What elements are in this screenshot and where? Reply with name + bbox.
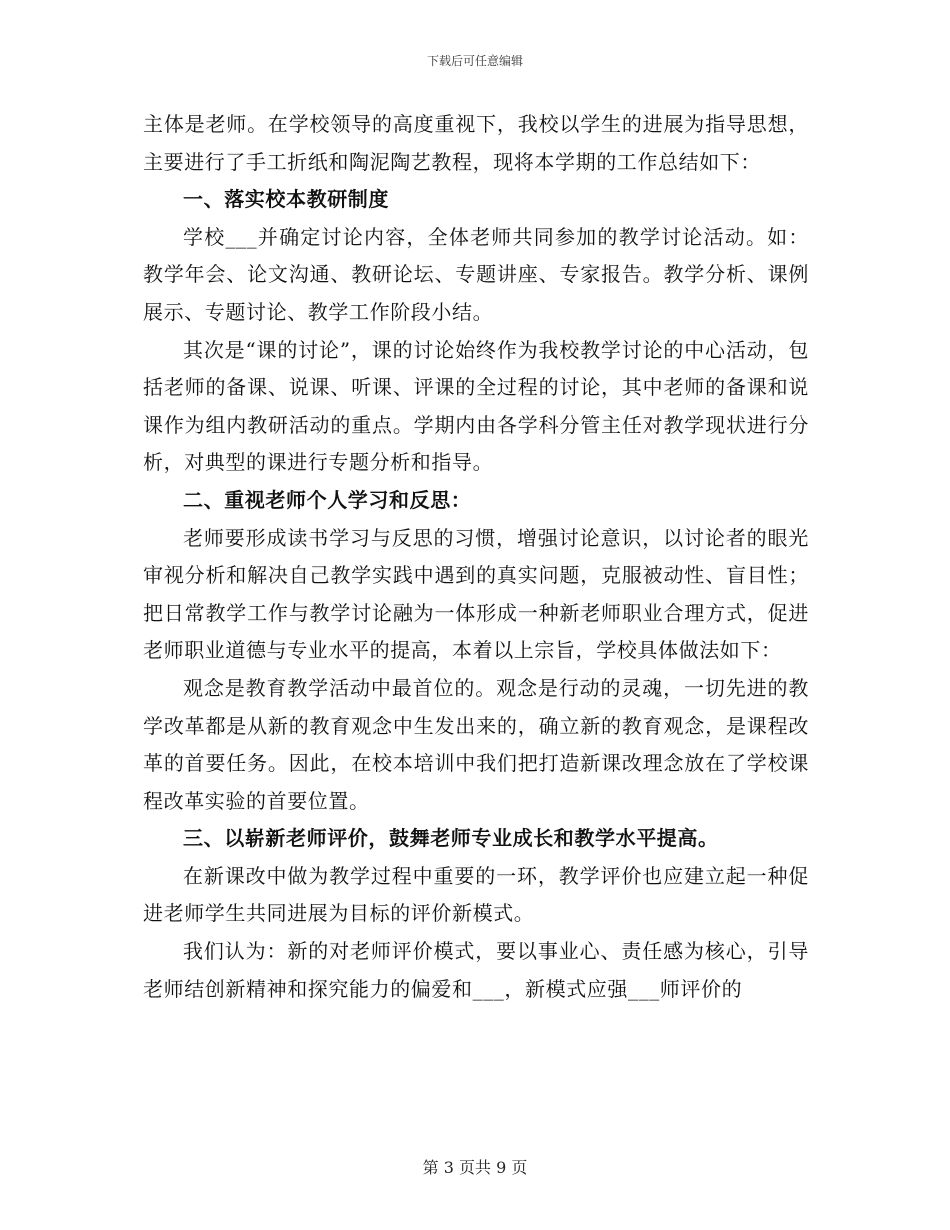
document-body bbox=[143, 106, 809, 1008]
paragraph-education-concept: 观念是教育教学活动中最首位的。观念是行动的灵魂，一切先进的教学改革都是从新的教育观念中生发出来的，确立新的教育观念，是课程改革的首要任务。因此，在校本培训中我们把打造新课改理念放在了学校课程改革实验的首要位置。 bbox=[143, 675, 809, 813]
paragraph-evaluation-core: 我们认为：新的对老师评价模式，要以事业心、责任感为核心，引导老师结创新精神和探究能力的偏爱和___，新模式应强___师评价的 bbox=[143, 939, 809, 1001]
header-note: 下载后可任意编辑 bbox=[426, 54, 523, 68]
paragraph-teacher-reflection: 老师要形成读书学习与反思的习惯，增强讨论意识，以讨论者的眼光审视分析和解决自己教学实践中遇到的真实问题，克服被动性、盲目性；把日常教学工作与教学讨论融为一体形成一种新老师职业合理方式，促进老师职业道德与专业水平的提高，本着以上宗旨，学校具体做法如下： bbox=[143, 525, 809, 663]
section-heading-2: 二、重视老师个人学习和反思： bbox=[183, 487, 472, 512]
paragraph-intro: 主体是老师。在学校领导的高度重视下，我校以学生的进展为指导思想，主要进行了手工折纸和陶泥陶艺教程，现将本学期的工作总结如下： bbox=[143, 112, 809, 174]
page-indicator: 第 3 页共 9 页 bbox=[422, 1158, 528, 1177]
paragraph-research-activities: 学校___并确定讨论内容，全体老师共同参加的教学讨论活动。如：教学年会、论文沟通、教研论坛、专题讲座、专家报告。教学分析、课例展示、专题讨论、教学工作阶段小结。 bbox=[143, 224, 809, 324]
paragraph-lesson-discussion: 其次是“课的讨论”，课的讨论始终作为我校教学讨论的中心活动，包括老师的备课、说课、听课、评课的全过程的讨论，其中老师的备课和说课作为组内教研活动的重点。学期内由各学科分管主任对教学现状进行分析，对典型的课进行专题分析和指导。 bbox=[143, 337, 809, 475]
section-heading-3: 三、以崭新老师评价，鼓舞老师专业成长和教学水平提高。 bbox=[183, 826, 719, 851]
section-heading-1: 一、落实校本教研制度 bbox=[183, 187, 389, 212]
paragraph-evaluation-model: 在新课改中做为教学过程中重要的一环，教学评价也应建立起一种促进老师学生共同进展为目标的评价新模式。 bbox=[143, 863, 809, 926]
